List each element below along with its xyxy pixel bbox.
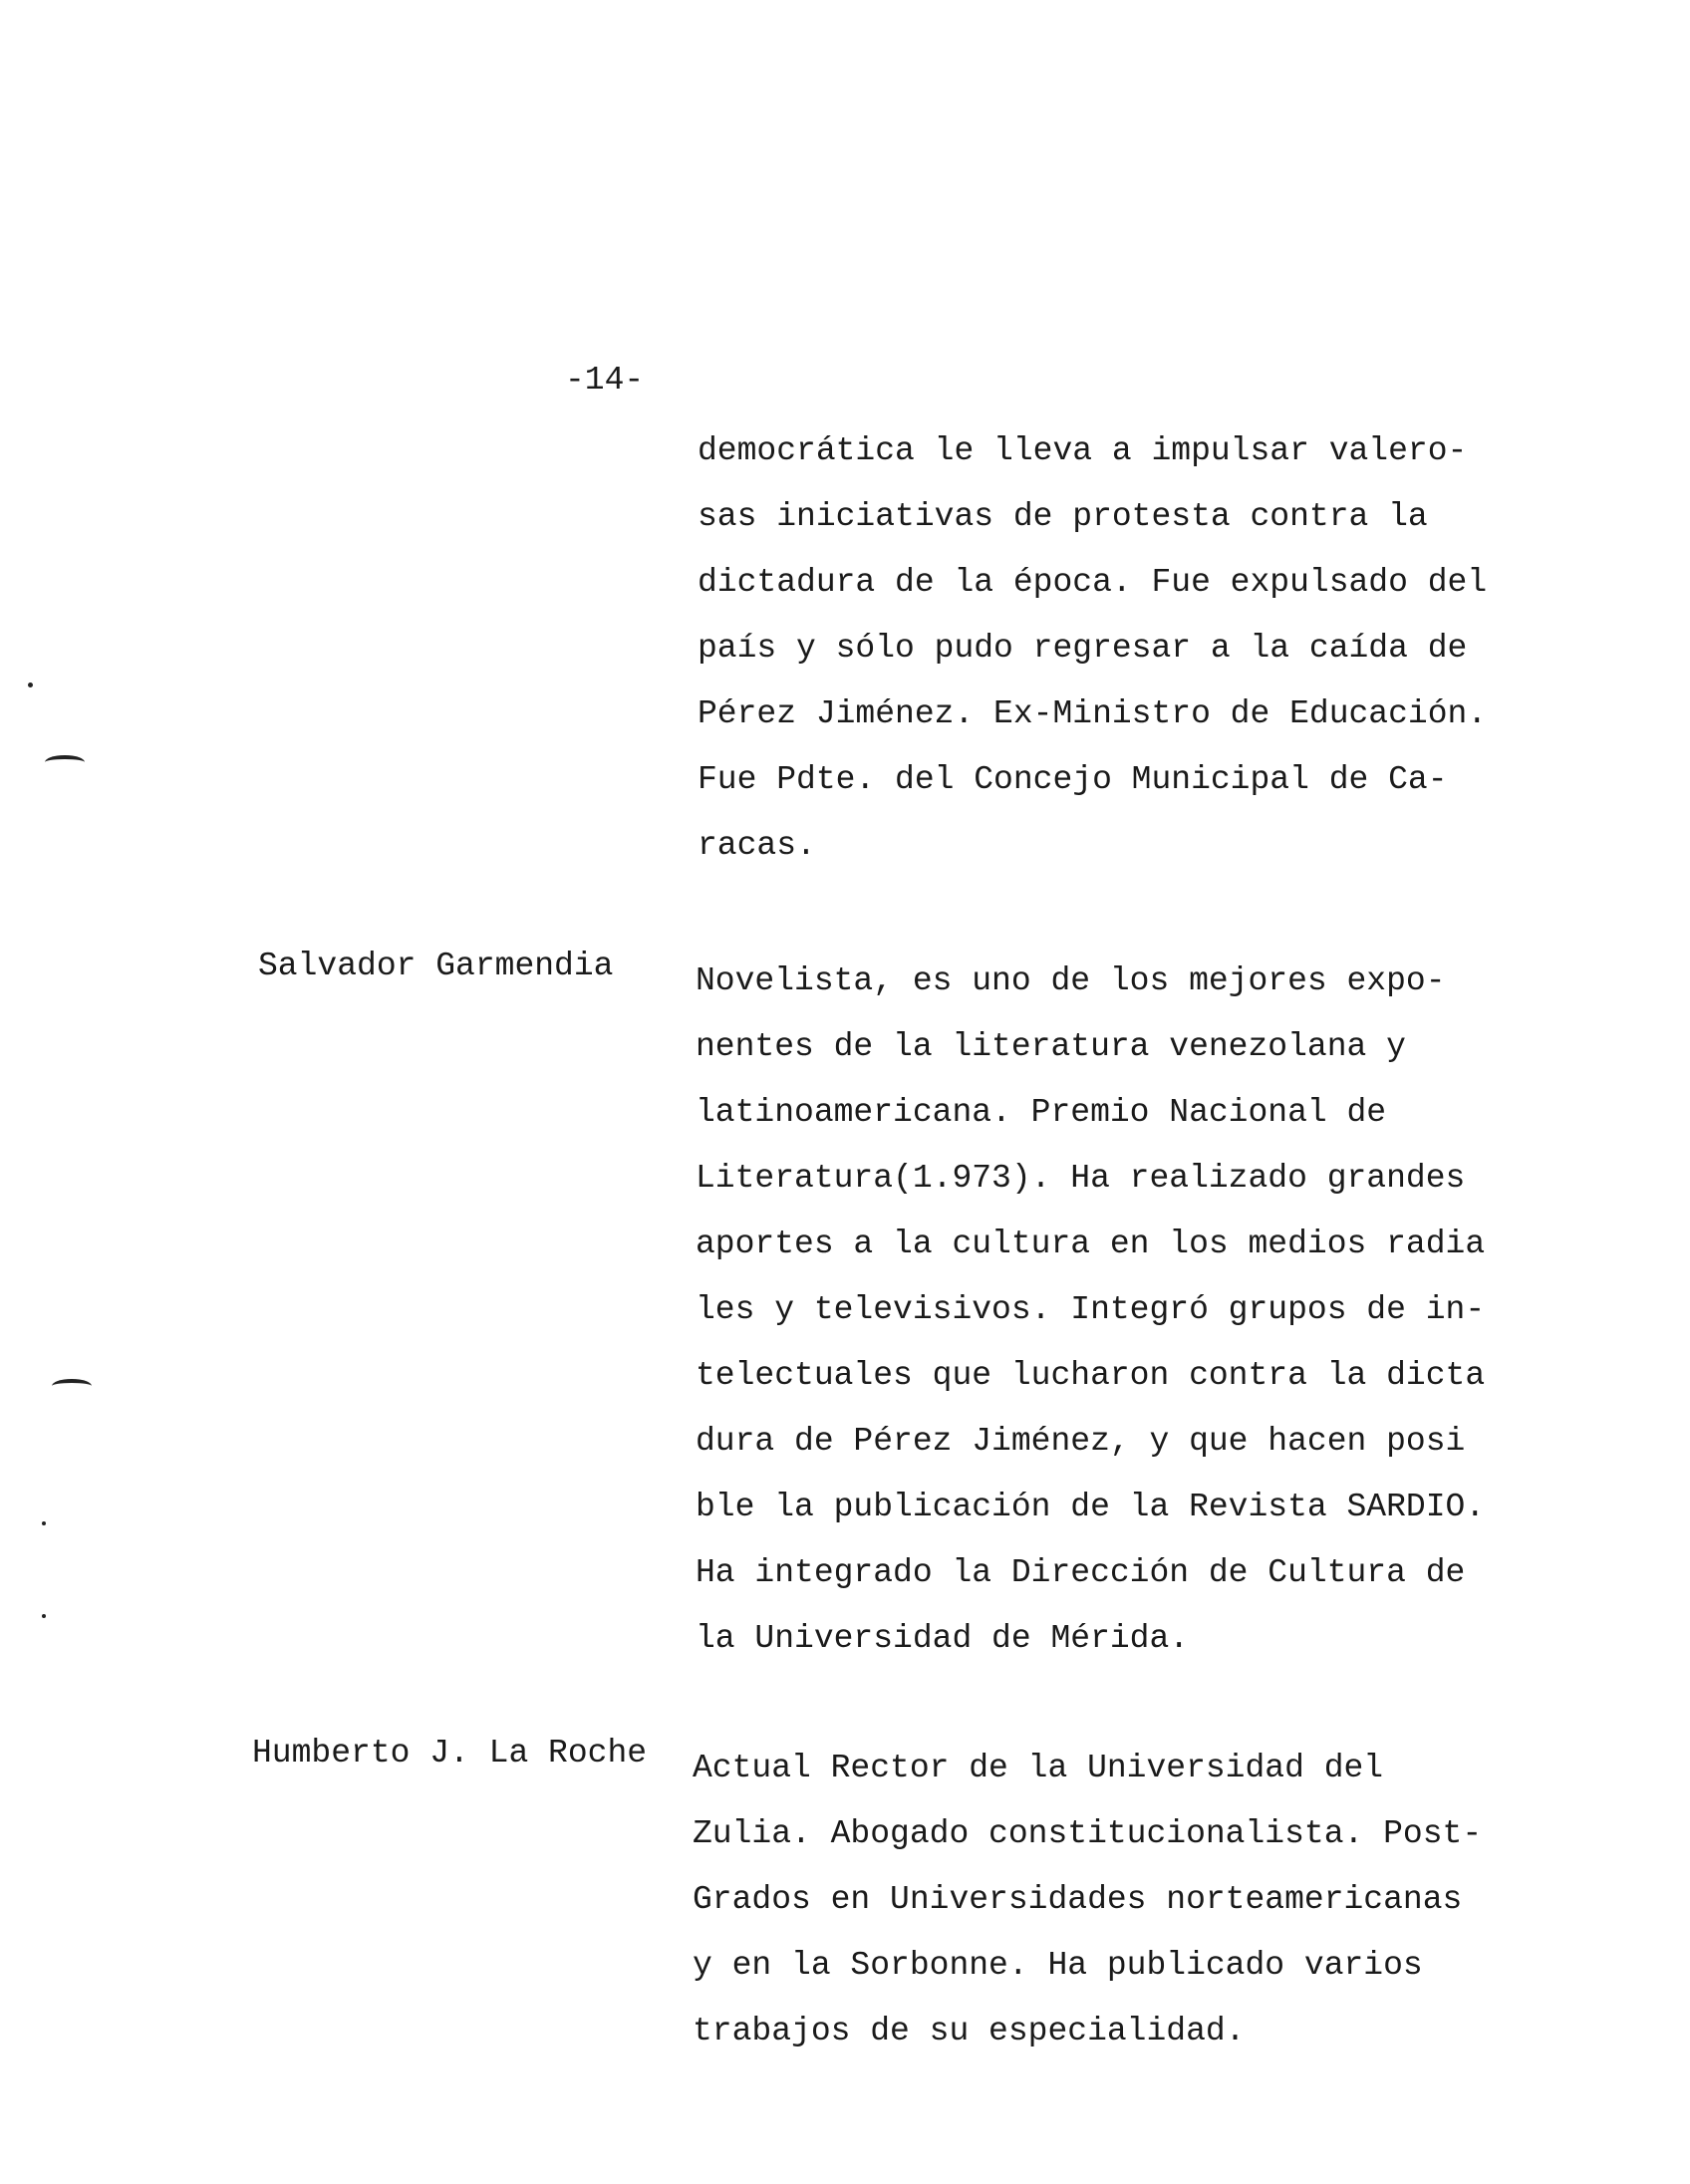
scan-speck — [42, 1521, 46, 1525]
body-line: les y televisivos. Integró grupos de in- — [696, 1291, 1486, 1328]
body-line: dictadura de la época. Fue expulsado del — [698, 564, 1488, 601]
entry-body — [698, 418, 1487, 879]
entry-name: Humberto J. La Roche — [252, 1735, 648, 1772]
entry-body — [693, 1736, 1482, 2064]
entry-name: Salvador Garmendia — [258, 948, 614, 984]
body-line: trabajos de su especialidad. — [693, 2013, 1246, 2049]
entry-body — [696, 949, 1485, 1672]
scan-mark — [52, 1379, 92, 1393]
body-line: Ha integrado la Dirección de Cultura de — [696, 1554, 1466, 1591]
body-line: dura de Pérez Jiménez, y que hacen posi — [696, 1423, 1466, 1460]
body-line: sas iniciativas de protesta contra la — [698, 498, 1428, 535]
body-line: país y sólo pudo regresar a la caída de — [698, 630, 1468, 667]
page-number: -14- — [565, 362, 645, 399]
body-line: Zulia. Abogado constitucionalista. Post- — [693, 1815, 1483, 1852]
body-line: nentes de la literatura venezolana y — [696, 1028, 1406, 1065]
body-line: Actual Rector de la Universidad del — [693, 1750, 1384, 1786]
body-line: Literatura(1.973). Ha realizado grandes — [696, 1160, 1466, 1197]
body-line: democrática le lleva a impulsar valero- — [698, 432, 1468, 469]
body-line: y en la Sorbonne. Ha publicado varios — [693, 1947, 1423, 1984]
body-line: racas. — [698, 827, 816, 864]
body-line: Novelista, es uno de los mejores expo- — [696, 962, 1446, 999]
body-line: aportes a la cultura en los medios radia — [696, 1226, 1486, 1262]
body-line: Fue Pdte. del Concejo Municipal de Ca- — [698, 761, 1448, 798]
body-line: ble la publicación de la Revista SARDIO. — [696, 1489, 1486, 1525]
scan-speck — [42, 1614, 46, 1618]
body-line: Grados en Universidades norteamericanas — [693, 1881, 1463, 1918]
body-line: Pérez Jiménez. Ex-Ministro de Educación. — [698, 695, 1488, 732]
scan-mark — [45, 755, 85, 769]
body-line: latinoamericana. Premio Nacional de — [696, 1094, 1387, 1131]
body-line: telectuales que lucharon contra la dicta — [696, 1357, 1486, 1394]
body-line: la Universidad de Mérida. — [696, 1620, 1190, 1657]
scan-speck — [28, 682, 33, 687]
